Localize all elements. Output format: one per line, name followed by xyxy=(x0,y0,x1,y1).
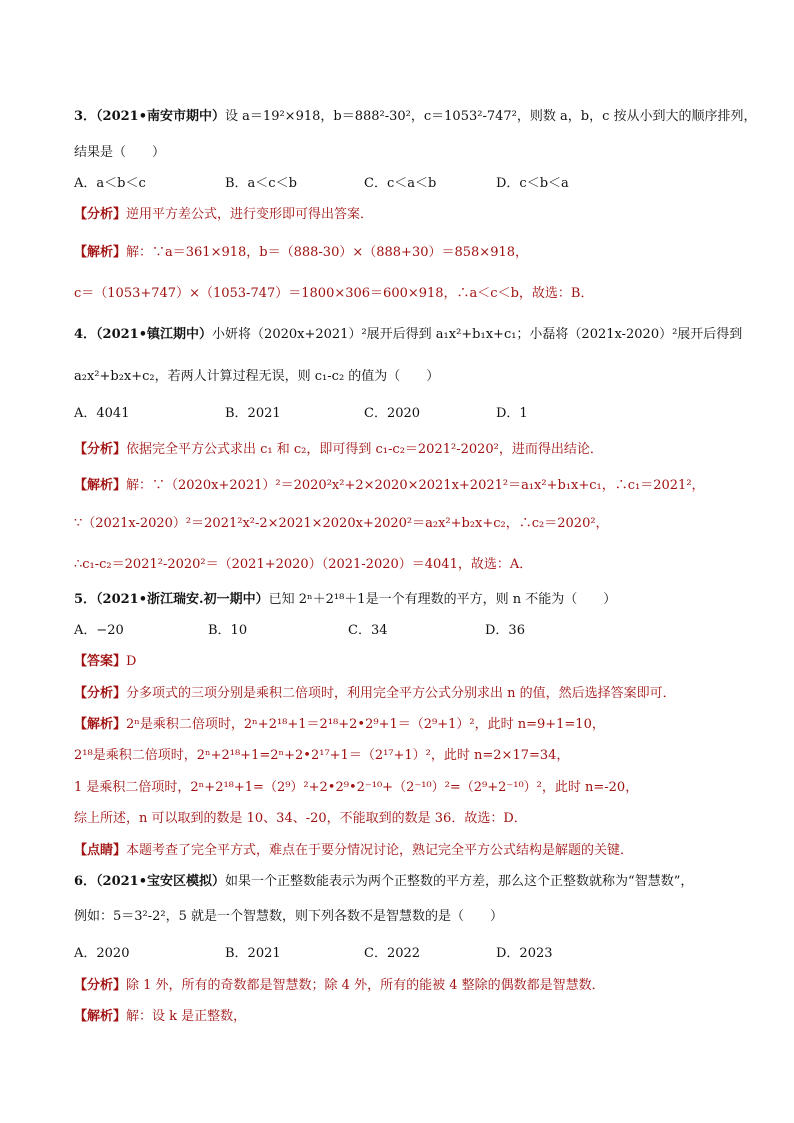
answer-tag: 【答案】 xyxy=(74,654,127,669)
q3-analysis-text: 逆用平方差公式，进行变形即可得出答案． xyxy=(126,207,374,222)
q5-number: 5． xyxy=(74,592,97,607)
q6-stem-line-2: 例如：5＝3²-2²，5 就是一个智慧数，则下列各数不是智慧数的是（ ） xyxy=(74,909,504,924)
q6-option-d: D．2023 xyxy=(496,946,553,961)
q4-solution-line-3: ∴c₁-c₂＝2021²-2020²＝（2021+2020）（2021-2020）＝4041，故选：A． xyxy=(74,557,533,572)
q5-answer xyxy=(74,653,136,671)
q3-option-d: D．c＜b＜a xyxy=(496,176,569,191)
q6-solution-text-1: 解：设 k 是正整数， xyxy=(126,1009,247,1024)
q4-stem-line-2: a₂x²+b₂x+c₂，若两人计算过程无误，则 c₁-c₂ 的值为（ ） xyxy=(74,369,440,384)
q5-option-c: C．34 xyxy=(348,623,388,638)
q5-solution-line-4: 综上所述，n 可以取到的数是 10、34、-20，不能取到的数是 36．故选：D． xyxy=(74,811,527,826)
q3-solution-text-1: 解：∵a＝361×918，b＝（888-30）×（888+30）＝858×918， xyxy=(126,245,529,260)
q4-source: （2021•镇江期中） xyxy=(96,327,213,342)
solution-tag: 【解析】 xyxy=(74,717,127,732)
q4-solution-line-1 xyxy=(74,477,705,495)
q6-stem-text: 如果一个正整数能表示为两个正整数的平方差，那么这个正整数就称为“智慧数”， xyxy=(225,874,694,889)
q4-option-a: A．4041 xyxy=(74,406,130,421)
q3-stem-line-1 xyxy=(74,108,757,126)
q5-solution-line-2: 2¹⁸是乘积二倍项时，2ⁿ+2¹⁸+1=2ⁿ+2•2¹⁷+1＝（2¹⁷+1）²，此时 n=2×17=34， xyxy=(74,748,570,763)
q4-option-c: C．2020 xyxy=(364,406,421,421)
q6-stem-line-1 xyxy=(74,873,693,891)
q5-stem xyxy=(74,591,616,609)
q4-stem-text: 小妍将（2020x+2021）²展开后得到 a₁x²+b₁x+c₁；小磊将（2021x-2020）²展开后得到 xyxy=(212,327,743,342)
q3-option-a: A．a＜b＜c xyxy=(74,176,146,191)
q5-comment xyxy=(74,842,633,860)
q4-analysis xyxy=(74,441,603,459)
analysis-tag: 【分析】 xyxy=(74,207,127,222)
q5-source: （2021•浙江瑞安.初一期中） xyxy=(96,592,269,607)
q5-comment-text: 本题考查了完全平方式，难点在于要分情况讨论，熟记完全平方公式结构是解题的关键． xyxy=(126,843,634,858)
q6-option-c: C．2022 xyxy=(364,946,421,961)
q3-stem-text: 设 a＝19²×918，b＝888²-30²，c＝1053²-747²，则数 a，b，c 按从小到大的顺序排列， xyxy=(225,109,757,124)
q3-option-c: C．c＜a＜b xyxy=(364,176,437,191)
q6-number: 6． xyxy=(74,874,97,889)
q3-solution-line-1 xyxy=(74,244,528,262)
q5-option-b: B．10 xyxy=(208,623,248,638)
q6-analysis-text: 除 1 外，所有的奇数都是智慧数；除 4 外，所有的能被 4 整除的偶数都是智慧数． xyxy=(126,978,605,993)
solution-tag: 【解析】 xyxy=(74,478,127,493)
q5-option-a: A．−20 xyxy=(74,623,124,638)
q5-solution-line-1 xyxy=(74,716,605,734)
q5-solution-text-1: 2ⁿ是乘积二倍项时，2ⁿ+2¹⁸+1＝2¹⁸+2•2⁹+1＝（2⁹+1）²，此时 n=9+1=10， xyxy=(126,717,605,732)
q5-analysis xyxy=(74,685,676,703)
q6-solution-line-1 xyxy=(74,1008,246,1026)
solution-tag: 【解析】 xyxy=(74,245,127,260)
analysis-tag: 【分析】 xyxy=(74,978,127,993)
q4-option-b: B．2021 xyxy=(225,406,281,421)
q4-stem-line-1 xyxy=(74,326,742,344)
solution-tag: 【解析】 xyxy=(74,1009,127,1024)
q3-number: 3． xyxy=(74,109,97,124)
q4-analysis-text: 依据完全平方公式求出 c₁ 和 c₂，即可得到 c₁-c₂＝2021²-2020²，进而得出结论． xyxy=(126,442,603,457)
q4-option-d: D．1 xyxy=(496,406,528,421)
q5-option-d: D．36 xyxy=(485,623,525,638)
q5-analysis-text: 分多项式的三项分别是乘积二倍项时，利用完全平方公式分别求出 n 的值，然后选择答案即可． xyxy=(126,686,676,701)
q5-stem-text: 已知 2ⁿ＋2¹⁸＋1是一个有理数的平方，则 n 不能为（ ） xyxy=(268,592,617,607)
q3-analysis xyxy=(74,206,373,224)
q4-solution-text-1: 解：∵（2020x+2021）²＝2020²x²+2×2020×2021x+2021²＝a₁x²+b₁x+c₁，∴c₁＝2021²， xyxy=(126,478,705,493)
q4-solution-line-2: ∵（2021x-2020）²＝2021²x²-2×2021×2020x+2020²＝a₂x²+b₂x+c₂，∴c₂＝2020²， xyxy=(74,516,609,531)
q6-option-a: A．2020 xyxy=(74,946,130,961)
q5-answer-text: D xyxy=(126,654,137,669)
analysis-tag: 【分析】 xyxy=(74,442,127,457)
q6-source: （2021•宝安区模拟） xyxy=(96,874,226,889)
comment-tag: 【点睛】 xyxy=(74,843,127,858)
q3-solution-line-2: c＝（1053+747）×（1053-747）＝1800×306＝600×918，∴a＜c＜b，故选：B． xyxy=(74,286,594,301)
q3-option-b: B．a＜c＜b xyxy=(225,176,297,191)
q3-stem-line-2: 结果是（ ） xyxy=(74,145,166,160)
q5-solution-line-3: 1 是乘积二倍项时，2ⁿ+2¹⁸+1=（2⁹）²+2•2⁹•2⁻¹⁰+（2⁻¹⁰）²=（2⁹+2⁻¹⁰）²，此时 n=-20， xyxy=(74,780,639,795)
q3-source: （2021•南安市期中） xyxy=(96,109,226,124)
q6-option-b: B．2021 xyxy=(225,946,281,961)
q4-number: 4． xyxy=(74,327,97,342)
analysis-tag: 【分析】 xyxy=(74,686,127,701)
q6-analysis xyxy=(74,977,605,995)
